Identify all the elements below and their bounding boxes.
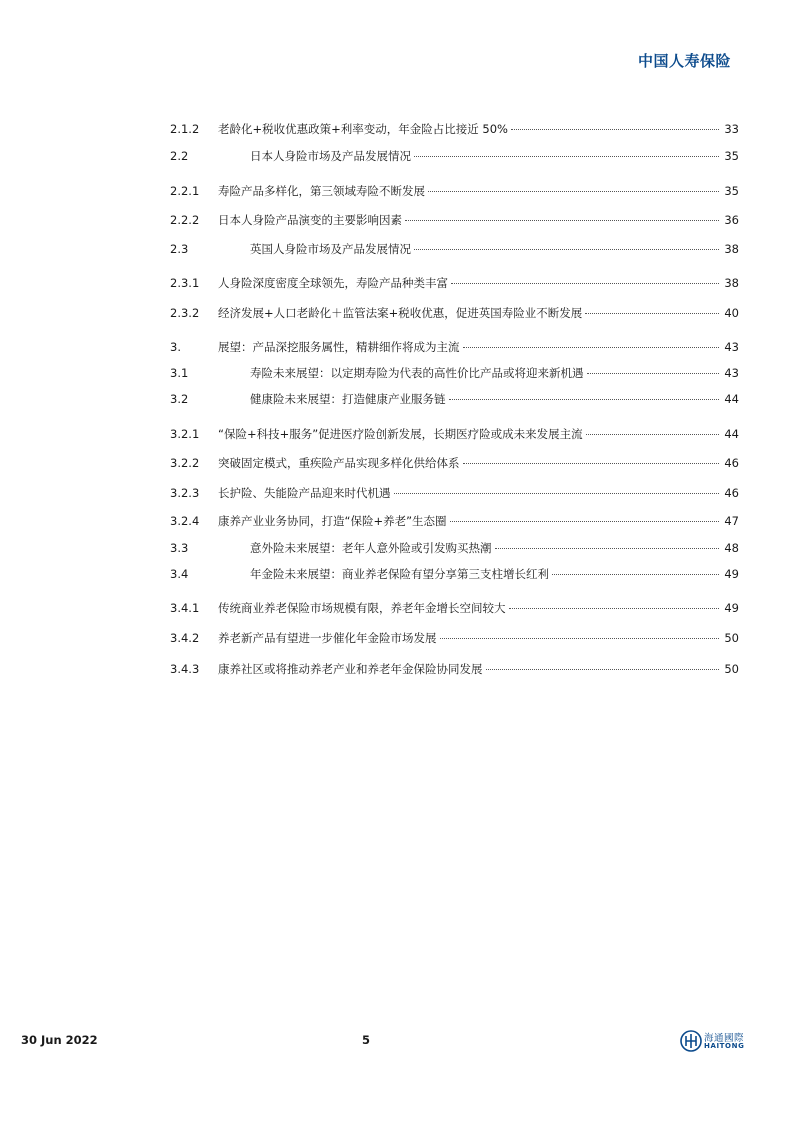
toc-dot-leader (394, 493, 720, 494)
toc-entry-title: 康养产业业务协同，打造“保险+养老”生态圈 (218, 514, 447, 528)
toc-entry-title-wrap (218, 425, 719, 443)
toc-entry-title: 人身险深度密度全球领先，寿险产品种类丰富 (218, 276, 448, 290)
toc-entry-title: 老龄化+税收优惠政策+利率变动，年金险占比接近 50% (218, 122, 508, 136)
toc-entry[interactable] (170, 182, 739, 200)
footer-date: 30 Jun 2022 (21, 1033, 98, 1047)
toc-entry-number: 2.1.2 (170, 122, 200, 136)
toc-entry-title: 突破固定模式，重疾险产品实现多样化供给体系 (218, 456, 460, 470)
toc-entry-title: 意外险未来展望：老年人意外险或引发购买热潮 (250, 541, 492, 555)
toc-entry-title: 展望：产品深挖服务属性，精耕细作将成为主流 (218, 340, 460, 354)
toc-entry-number: 2.3.2 (170, 306, 200, 320)
toc-entry-title-wrap (218, 629, 719, 647)
toc-entry-number: 3.4.3 (170, 662, 200, 676)
toc-entry[interactable] (170, 629, 739, 647)
toc-entry[interactable] (170, 338, 739, 356)
toc-entry-title-wrap (250, 390, 719, 408)
toc-entry-page: 48 (724, 541, 739, 555)
toc-entry-title: 长护险、失能险产品迎来时代机遇 (218, 486, 391, 500)
toc-entry-title: 传统商业养老保险市场规模有限，养老年金增长空间较大 (218, 601, 506, 615)
toc-entry-page: 36 (724, 213, 739, 227)
toc-entry-title: 康养社区或将推动养老产业和养老年金保险协同发展 (218, 662, 483, 676)
toc-entry[interactable] (170, 512, 739, 530)
toc-entry-page: 50 (724, 662, 739, 676)
toc-entry-number: 2.2.2 (170, 213, 200, 227)
toc-entry-page: 38 (724, 242, 739, 256)
toc-entry-title: 寿险未来展望：以定期寿险为代表的高性价比产品或将迎来新机遇 (250, 366, 584, 380)
toc-entry-title-wrap (218, 338, 719, 356)
toc-entry[interactable] (170, 240, 739, 258)
toc-entry[interactable] (170, 599, 739, 617)
toc-entry-title-wrap (218, 274, 719, 292)
toc-entry-page: 46 (724, 486, 739, 500)
toc-entry-title-wrap (218, 454, 719, 472)
toc-entry-page: 49 (724, 601, 739, 615)
haitong-logo-icon (680, 1030, 702, 1052)
toc-dot-leader (414, 156, 719, 157)
toc-entry[interactable] (170, 364, 739, 382)
toc-entry-title-wrap (218, 211, 719, 229)
toc-entry-page: 46 (724, 456, 739, 470)
toc-dot-leader (451, 283, 719, 284)
toc-entry-title-wrap (250, 240, 719, 258)
toc-entry-page: 43 (724, 366, 739, 380)
toc-entry-title-wrap (218, 484, 719, 502)
toc-entry-title: 日本人身险产品演变的主要影响因素 (218, 213, 402, 227)
toc-entry[interactable] (170, 660, 739, 678)
toc-entry-page: 43 (724, 340, 739, 354)
toc-entry-title: 日本人身险市场及产品发展情况 (250, 149, 411, 163)
toc-entry[interactable] (170, 425, 739, 443)
toc-entry-page: 40 (724, 306, 739, 320)
toc-entry-number: 3.2 (170, 392, 189, 406)
toc-entry-number: 3.1 (170, 366, 189, 380)
toc-dot-leader (440, 638, 720, 639)
toc-dot-leader (428, 191, 719, 192)
toc-entry-page: 44 (724, 392, 739, 406)
toc-dot-leader (449, 399, 720, 400)
toc-dot-leader (463, 463, 720, 464)
logo-english-text: HAITONG (704, 1042, 745, 1050)
toc-entry-title-wrap (250, 539, 719, 557)
toc-dot-leader (463, 347, 720, 348)
toc-entry-page: 38 (724, 276, 739, 290)
toc-entry-title-wrap (218, 660, 719, 678)
toc-entry-number: 3. (170, 340, 181, 354)
toc-entry-title-wrap (218, 120, 719, 138)
toc-entry[interactable] (170, 484, 739, 502)
logo-chinese-text: 海通國際 (704, 1033, 745, 1044)
toc-entry-title-wrap (218, 304, 719, 322)
toc-entry[interactable] (170, 565, 739, 583)
toc-dot-leader (509, 608, 720, 609)
toc-dot-leader (495, 548, 720, 549)
toc-entry-title-wrap (218, 512, 719, 530)
toc-dot-leader (585, 313, 719, 314)
toc-entry-number: 3.4.1 (170, 601, 200, 615)
footer-page-number: 5 (362, 1033, 371, 1047)
toc-entry-page: 44 (724, 427, 739, 441)
toc-entry[interactable] (170, 211, 739, 229)
toc-entry[interactable] (170, 120, 739, 138)
toc-entry-title: 养老新产品有望进一步催化年金险市场发展 (218, 631, 437, 645)
toc-entry[interactable] (170, 304, 739, 322)
toc-entry-number: 2.3 (170, 242, 189, 256)
toc-dot-leader (511, 129, 719, 130)
toc-entry-page: 50 (724, 631, 739, 645)
toc-dot-leader (450, 521, 719, 522)
toc-entry-number: 3.4 (170, 567, 189, 581)
toc-entry[interactable] (170, 390, 739, 408)
toc-dot-leader (586, 434, 719, 435)
toc-entry[interactable] (170, 454, 739, 472)
toc-dot-leader (552, 574, 719, 575)
toc-entry-number: 3.2.2 (170, 456, 200, 470)
toc-entry-number: 3.3 (170, 541, 189, 555)
toc-entry-title: 健康险未来展望：打造健康产业服务链 (250, 392, 446, 406)
toc-dot-leader (587, 373, 720, 374)
toc-entry[interactable] (170, 274, 739, 292)
haitong-logo (680, 1028, 745, 1054)
toc-entry-page: 47 (724, 514, 739, 528)
toc-entry-title-wrap (250, 147, 719, 165)
toc-dot-leader (414, 249, 719, 250)
toc-entry[interactable] (170, 147, 739, 165)
toc-entry-title-wrap (250, 364, 719, 382)
toc-entry-title-wrap (218, 182, 719, 200)
toc-dot-leader (405, 220, 719, 221)
toc-entry-number: 2.3.1 (170, 276, 200, 290)
toc-entry-number: 2.2.1 (170, 184, 200, 198)
toc-entry[interactable] (170, 539, 739, 557)
toc-entry-number: 3.4.2 (170, 631, 200, 645)
toc-entry-page: 33 (724, 122, 739, 136)
toc-entry-title-wrap (250, 565, 719, 583)
toc-entry-page: 49 (724, 567, 739, 581)
toc-entry-number: 3.2.1 (170, 427, 200, 441)
header-brand-title: 中国人寿保险 (637, 52, 731, 70)
toc-entry-number: 3.2.3 (170, 486, 200, 500)
toc-entry-page: 35 (724, 149, 739, 163)
toc-entry-title: 寿险产品多样化，第三领域寿险不断发展 (218, 184, 425, 198)
toc-entry-title: “保险+科技+服务”促进医疗险创新发展，长期医疗险或成未来发展主流 (218, 427, 583, 441)
toc-entry-title: 英国人身险市场及产品发展情况 (250, 242, 411, 256)
toc-dot-leader (486, 669, 720, 670)
toc-entry-title: 经济发展+人口老龄化＋监管法案+税收优惠，促进英国寿险业不断发展 (218, 306, 583, 320)
toc-entry-number: 2.2 (170, 149, 189, 163)
toc-entry-number: 3.2.4 (170, 514, 200, 528)
toc-entry-title: 年金险未来展望：商业养老保险有望分享第三支柱增长红利 (250, 567, 549, 581)
toc-entry-page: 35 (724, 184, 739, 198)
toc-entry-title-wrap (218, 599, 719, 617)
